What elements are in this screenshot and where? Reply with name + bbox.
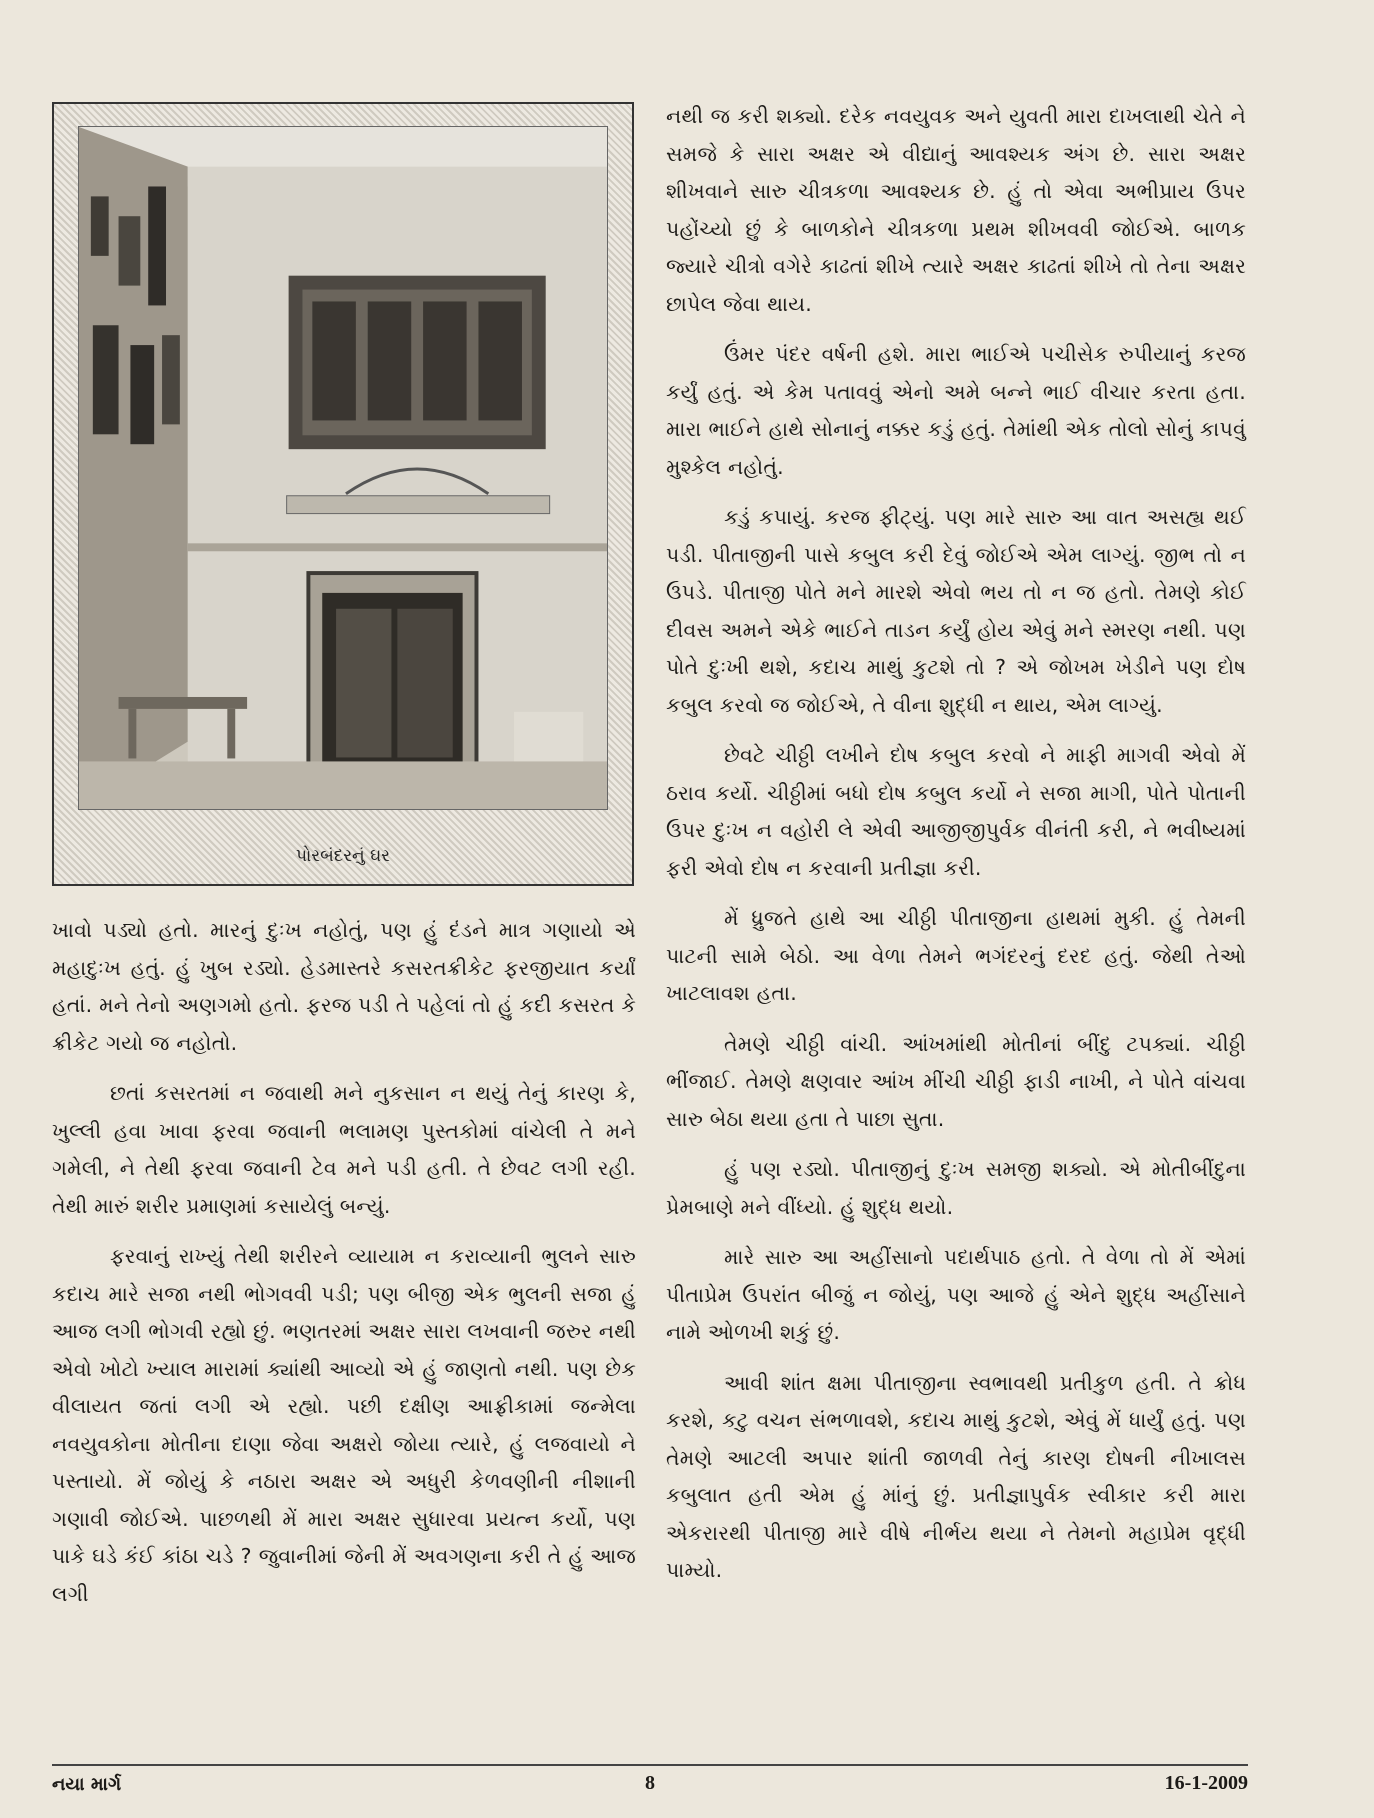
right-column bbox=[666, 98, 1246, 1603]
right-paragraph-4: છેવટે ચીઠ્ઠી લખીને દોષ કબુલ કરવો ને માફી માગવી એવો મેં ઠરાવ કર્યો. ચીઠ્ઠીમાં બધો દોષ કબુલ કર્યો ને સજા માગી, પોતે પોતાની ઉપર દુઃખ ન વહોરી લે એવી આજીજીપુર્વક વીનંતી કરી, ને ભવીષ્યમાં ફરી એવો દોષ ન કરવાની પ્રતીજ્ઞા કરી. bbox=[666, 743, 1247, 880]
right-paragraph-3: કડું કપાયું. કરજ ફીટ્યું. પણ મારે સારુ આ વાત અસહ્ય થઈ પડી. પીતાજીની પાસે કબુલ કરી દેવું જોઈએ એમ લાગ્યું. જીભ તો ન ઉપડે. પીતાજી પોતે મને મારશે એવો ભય તો ન જ હતો. તેમણે કોઈ દીવસ અમને એકે ભાઈને તાડન કર્યું હોય એવું મને સ્મરણ નથી. પણ પોતે દુઃખી થશે, કદાચ માથું કુટશે તો ? એ જોખમ ખેડીને પણ દોષ કબુલ કરવો જ જોઈએ, તે વીના શુદ્ધી ન થાય, એમ લાગ્યું. bbox=[666, 505, 1246, 717]
right-paragraph-8: મારે સારુ આ અહીંસાનો પદાર્થપાઠ હતો. તે વેળા તો મેં એમાં પીતાપ્રેમ ઉપરાંત બીજું ન જોયું, પણ આજે હું એને શુદ્ધ અહીંસાને નામે ઓળખી શકું છું. bbox=[666, 1245, 1246, 1344]
right-paragraph-9: આવી શાંત ક્ષમા પીતાજીના સ્વભાવથી પ્રતીકુળ હતી. તે ક્રોધ કરશે, કટુ વચન સંભળાવશે, કદાચ માથું કુટશે, એવું મેં ધાર્યું હતું. પણ તેમણે આટલી અપાર શાંતી જાળવી તેનું કારણ દોષની નીખાલસ કબુલાત હતી એમ હું માંનું છું. પ્રતીજ્ઞાપુર્વક સ્વીકાર કરી મારા એકરારથી પીતાજી મારે વીષે નીર્ભય થયા ને તેમનો મહાપ્રેમ વૃદ્ધી પામ્યો. bbox=[666, 1370, 1246, 1582]
right-paragraph-6: તેમણે ચીઠ્ઠી વાંચી. આંખમાંથી મોતીનાં બીંદુ ટપક્યાં. ચીઠ્ઠી ભીંજાઈ. તેમણે ક્ષણવાર આંખ મીંચી ચીઠ્ઠી ફાડી નાખી, ને પોતે વાંચવા સારુ બેઠા થયા હતા તે પાછા સુતા. bbox=[666, 1031, 1246, 1131]
left-paragraph-2: છતાં કસરતમાં ન જવાથી મને નુકસાન ન થયું તેનું કારણ કે, ખુલ્લી હવા ખાવા ફરવા જવાની ભલામણ પુસ્તકોમાં વાંચેલી તે મને ગમેલી, ને તેથી ફરવા જવાની ટેવ મને પડી હતી. તે છેવટ લગી રહી. તેથી મારું શરીર પ્રમાણમાં કસાયેલું બન્યું. bbox=[52, 1081, 636, 1218]
issue-date: 16-1-2009 bbox=[1164, 1772, 1248, 1794]
right-paragraph-2: ઉંમર પંદર વર્ષની હશે. મારા ભાઈએ પચીસેક રુપીયાનું કરજ કર્યું હતું. એ કેમ પતાવવું એનો અમે બન્ને ભાઈ વીચાર કરતા હતા. મારા ભાઈને હાથે સોનાનું નક્કર કડું હતું. તેમાંથી એક તોલો સોનું કાપવું મુશ્કેલ નહોતું. bbox=[666, 342, 1246, 479]
right-paragraph-5: મેં ધ્રુજતે હાથે આ ચીઠ્ઠી પીતાજીના હાથમાં મુકી. હું તેમની પાટની સામે બેઠો. આ વેળા તેમને ભગંદરનું દરદ હતું. જેથી તેઓ ખાટલાવશ હતા. bbox=[666, 906, 1246, 1005]
left-paragraph-1: ખાવો પડ્યો હતો. મારનું દુઃખ નહોતું, પણ હું દંડને માત્ર ગણાયો એ મહાદુઃખ હતું. હું ખુબ રડ્યો. હેડમાસ્તરે કસરતક્રીકેટ ફરજીયાત કર્યાં હતાં. મને તેનો અણગમો હતો. ફરજ પડી તે પહેલાં તો હું કદી કસરત કે ક્રીકેટ ગયો જ નહોતો. bbox=[52, 918, 636, 1055]
photo-frame bbox=[52, 102, 634, 886]
photo-caption: પોરબંદરનું ઘર bbox=[296, 846, 390, 866]
footer-rule bbox=[52, 1764, 1248, 1766]
page-footer bbox=[52, 1772, 1248, 1802]
publication-name: નયા માર્ગ bbox=[52, 1774, 122, 1795]
house-photo bbox=[78, 126, 608, 810]
porbandar-house-image bbox=[79, 127, 607, 809]
right-paragraph-1: નથી જ કરી શક્યો. દરેક નવયુવક અને યુવતી મારા દાખલાથી ચેતે ને સમજે કે સારા અક્ષર એ વીદ્યાનું આવશ્યક અંગ છે. સારા અક્ષર શીખવાને સારુ ચીત્રકળા આવશ્યક છે. હું તો એવા અભીપ્રાય ઉપર પહોંચ્યો છું કે બાળકોને ચીત્રકળા પ્રથમ શીખવવી જોઈએ. બાળક જ્યારે ચીત્રો વગેરે કાઢતાં શીખે ત્યારે અક્ષર કાઢતાં શીખે તો તેના અક્ષર છાપેલ જેવા થાય. bbox=[666, 104, 1246, 316]
left-column bbox=[52, 912, 636, 1626]
left-paragraph-3: ફરવાનું રાખ્યું તેથી શરીરને વ્યાયામ ન કરાવ્યાની ભુલને સારુ કદાચ મારે સજા નથી ભોગવવી પડી; પણ બીજી એક ભુલની સજા હું આજ લગી ભોગવી રહ્યો છું. ભણતરમાં અક્ષર સારા લખવાની જરુર નથી એવો ખોટો ખ્યાલ મારામાં ક્યાંથી આવ્યો એ હું જાણતો નથી. પણ છેક વીલાયત જતાં લગી એ રહ્યો. પછી દક્ષીણ આફ્રીકામાં જન્મેલા નવયુવકોના મોતીના દાણા જેવા અક્ષરો જોયા ત્યારે, હું લજવાયો ને પસ્તાયો. મેં જોયું કે નઠારા અક્ષર એ અધુરી કેળવણીની નીશાની ગણાવી જોઈએ. પાછળથી મેં મારા અક્ષર સુધારવા પ્રયત્ન કર્યો, પણ પાકે ઘડે કંઈ કાંઠા ચડે ? જુવાનીમાં જેની મેં અવગણના કરી તે હું આજ લગી bbox=[52, 1244, 636, 1606]
right-paragraph-7: હું પણ રડ્યો. પીતાજીનું દુઃખ સમજી શક્યો. એ મોતીબીંદુના પ્રેમબાણે મને વીંધ્યો. હું શુદ્ધ થયો. bbox=[666, 1157, 1246, 1219]
page-number: 8 bbox=[645, 1772, 655, 1794]
